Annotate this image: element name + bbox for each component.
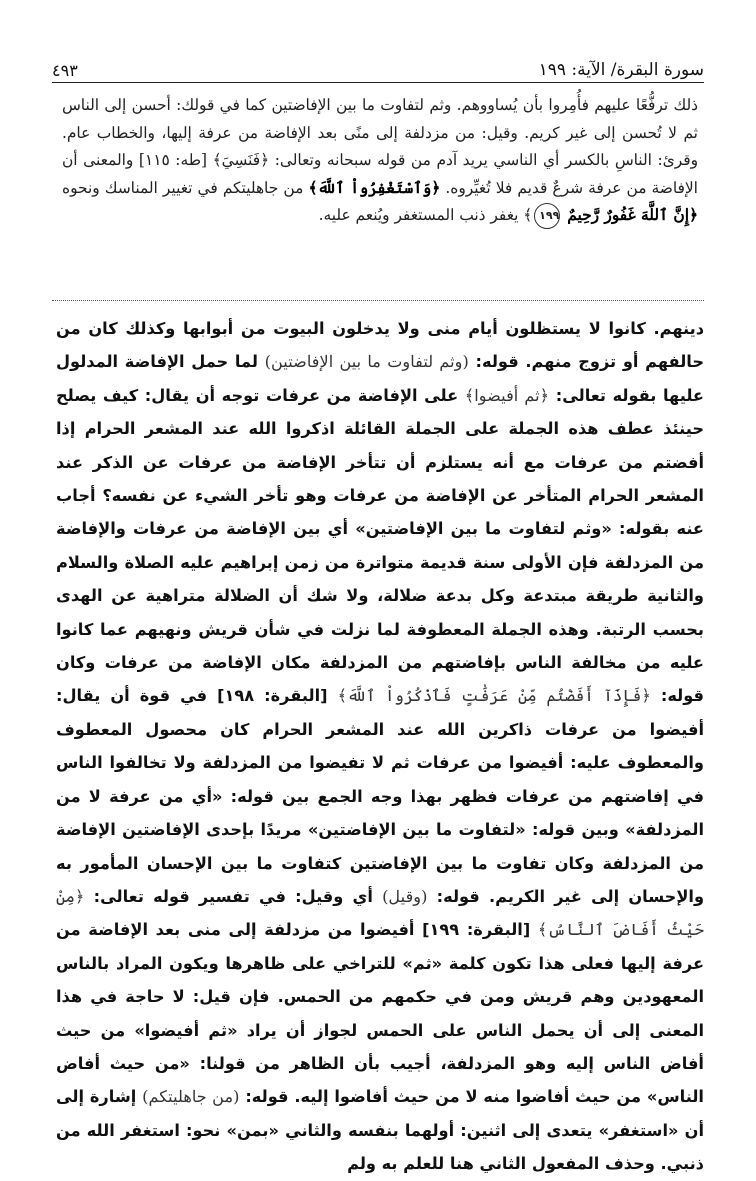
quoted-text: (وثم لتفاوت ما بين الإفاضتين) <box>264 352 469 372</box>
verse-fragment: ﴿إِنَّ ٱللَّهَ غَفُورٌ رَّحِيمٌ <box>567 206 698 224</box>
commentary-text: أي وقيل: في تفسير قوله تعالى: <box>93 886 373 906</box>
section-divider <box>52 300 704 301</box>
tafsir-line: وتعالى: ﴿فَنَسِيَ﴾ [طه: ١١٥] والمعنى أن الإفاضة من عرفة شرعٌ قديم فلا تُغيِّروه. <box>62 151 698 197</box>
quoted-text: (من جاهليتكم) <box>142 1087 240 1107</box>
page-number: ٤٩٣ <box>52 61 78 80</box>
surah-title: سورة البقرة/ الآية: ١٩٩ <box>538 60 704 80</box>
commentary-text: [البقرة: ١٩٨] في قوة أن يقال: أفيضوا من عرفات ذاكرين الله عند المشعر الحرام كان محصول المعطوف والمعطوف عليه: أفيضوا من عرفات ثم لا تفيضوا من المزدلفة ولا تخالفوا الناس في إفاضتهم من عرفات فظهر بهذا وجه الجمع بين قوله: «أي من عرفة لا من المزدلفة» وبين قوله: «لتفاوت ما بين الإفاضتين» مريدًا بإحدى الإفاضتين الإفاضة من المزدلفة وكان تفاوت ما بين الإفاضتين كتفاوت ما بين الإحسان المأمور به والإحسان إلى غير الكريم. <box>56 686 705 906</box>
primary-tafsir-block <box>62 92 698 230</box>
commentary-text: على الإفاضة من عرفات توجه أن يقال: كيف يصلح حينئذ عطف هذه الجملة على الجملة القائلة اذكروا الله عند المشعر الحرام إذا أفضتم من عرفات مع أنه يستلزم أن تتأخر الإفاضة من عرفات عن الذكر عند المشعر الحرام المتأخر عن الإفاضة من عرفات وهو تأخر الشيء عن نفسه؟ أجاب عنه بقوله: «وثم لتفاوت ما بين الإفاضتين» أي بين الإفاضة من عرفات والإفاضة من المزدلفة فإن الأولى سنة قديمة متواترة من زمن إبراهيم عليه الصلاة والسلام والثانية طريقة مبتدعة وكل بدعة ضلالة، ولا شك أن الضلالة متراهية عن الهدى بحسب الرتبة. وهذه الجملة المعطوفة لما نزلت في شأن قريش ونهيهم عما كانوا عليه من مخالفة الناس بإفاضتهم من المزدلفة مكان الإفاضة من عرفات وكان قوله: <box>56 385 704 706</box>
verse-quote: ﴿فَإِذَآ أَفَضْتُم مِّنْ عَرَفَٰتٍ فَٱذْكُرُواْ ٱللَّهَ﴾ <box>337 686 651 706</box>
verse-quote: ﴿ثم أفيضوا﴾ <box>464 385 550 405</box>
commentary-text: لما حمل الإفاضة المدلول عليها بقوله تعالى: <box>56 352 704 405</box>
quoted-text: (وقيل) <box>382 886 428 906</box>
commentary-text: إشارة إلى أن «استغفر» يتعدى إلى اثنين: أولهما بنفسه والثاني «بمن» نحو: استغفر الله من ذنبي. وحذف المفعول الثاني هنا للعلم به ولم <box>56 1087 704 1174</box>
tafsir-line: من عرفة إليها، والخطاب عام. وقرئ: الناسِ بالكسر أي الناسي يريد آدم من قوله سبحانه <box>62 123 698 169</box>
keyword-label: قوله: <box>475 352 519 372</box>
tafsir-line: ﴾ يغفر ذنب المستغفر ويُنعم عليه. <box>318 206 533 224</box>
tafsir-line: أحسن إلى الناس ثم لا تُحسن إلى غير كريم. وقيل: من مزدلفة إلى منًى بعد الإفاضة <box>62 96 698 142</box>
ayah-number-marker: ١٩٩ <box>534 203 560 229</box>
keyword-label: قوله: <box>436 886 480 906</box>
commentary-text: دينهم. كانوا لا يستظلون أيام منى ولا يدخلون البيوت من أبوابها وكذلك كان من حالفهم أو تزوج منهم. <box>56 319 705 372</box>
tafsir-line: من جاهليتكم في تغيير المناسك ونحوه <box>62 178 304 197</box>
page-header <box>52 50 704 80</box>
verse-quote: ﴿مِنْ حَيْثُ أَفَاضَ ٱلنَّاسُ﴾ <box>56 886 704 940</box>
verse-fragment: ﴿وَٱسْتَغْفِرُواْ ٱللَّهَ﴾ <box>308 178 441 197</box>
commentary-block <box>56 312 704 1181</box>
commentary-text: [البقرة: ١٩٩] أفيضوا من مزدلفة إلى منى بعد الإفاضة من عرفة إليها فعلى هذا تكون كلمة «ثم» للتراخي على ظاهرها ويكون المراد بالناس المعهودين وهم قريش ومن في حكمهم من الحمس. فإن قيل: لا حاجة في هذا المعنى إلى أن يحمل الناس على الحمس لجواز أن يراد «ثم أفيضوا» من حيث أفاض الناس إليه وهو المزدلفة، أجيب بأن الظاهر من قولنا: «من حيث أفاض الناس» من حيث أفاضوا منه لا من حيث أفاضوا إليه. <box>56 920 704 1107</box>
keyword-label: قوله: <box>245 1087 289 1107</box>
header-rule <box>52 82 704 83</box>
tafsir-line: ذلك ترفُّعًا عليهم فأُمِروا بأن يُساووهم. وثم لتفاوت ما بين الإفاضتين كما في قولك: <box>176 96 698 114</box>
